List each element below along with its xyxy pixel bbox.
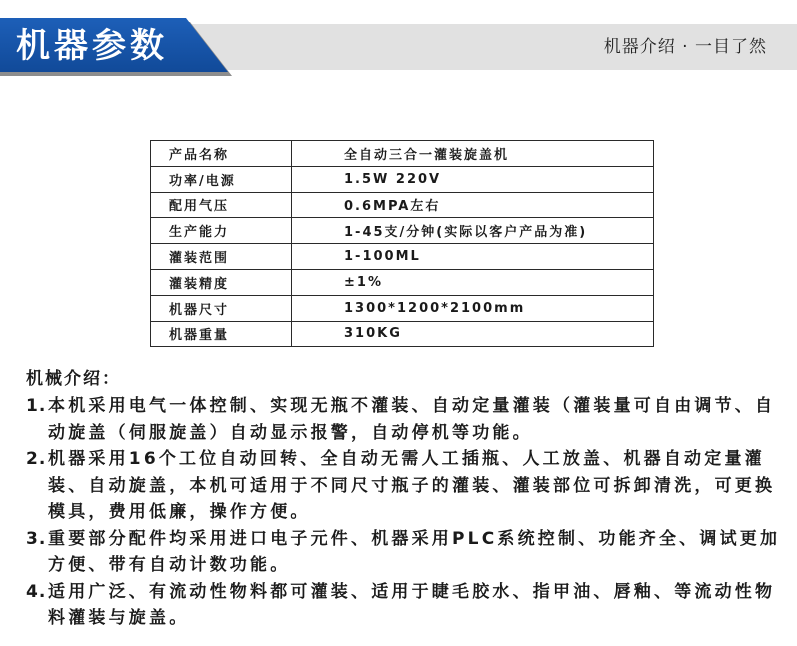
item-number: 4. [26,581,47,602]
item-text: 重要部分配件均采用进口电子元件、机器采用PLC系统控制、功能齐全、调试更加方便、带有自动计数功能。 [48,528,781,575]
machine-intro [26,365,786,632]
spec-value: ±1% [292,269,654,295]
list-item [26,526,786,579]
header-banner [0,18,797,76]
spec-table [150,140,654,347]
item-number: 1. [26,396,47,416]
list-item [26,579,786,632]
spec-value: 0.6MPA左右 [292,192,654,218]
page-tagline: 机器介绍 · 一目了然 [603,37,767,57]
item-text: 机器采用16个工位自动回转、全自动无需人工插瓶、人工放盖、机器自动定量灌装、自动旋盖，本机可适用于不同尺寸瓶子的灌装、灌装部位可拆卸清洗，可更换模具，费用低廉，操作方便。 [48,449,776,522]
spec-label: 生产能力 [151,218,292,244]
table-row [151,141,654,167]
spec-label: 产品名称 [151,141,292,167]
list-item [26,446,786,526]
spec-label: 机器重量 [151,321,292,347]
table-row [151,218,654,244]
table-row [151,295,654,321]
item-number: 2. [26,449,47,469]
table-row [151,192,654,218]
spec-value: 全自动三合一灌装旋盖机 [292,141,654,167]
page-title: 机器参数 [16,26,168,66]
intro-list [26,393,786,632]
list-item [26,393,786,446]
spec-label: 灌装范围 [151,244,292,270]
table-row [151,166,654,192]
table-row [151,321,654,347]
spec-label: 配用气压 [151,192,292,218]
spec-value: 310KG [292,321,654,347]
item-text: 适用广泛、有流动性物料都可灌装、适用于睫毛胶水、指甲油、唇釉、等流动性物料灌装与旋盖。 [48,581,776,628]
table-row [151,269,654,295]
item-number: 3. [26,528,47,549]
spec-value: 1.5W 220V [292,166,654,192]
table-row [151,244,654,270]
spec-value: 1300*1200*2100mm [292,295,654,321]
spec-label: 机器尺寸 [151,295,292,321]
spec-label: 灌装精度 [151,269,292,295]
item-text: 本机采用电气一体控制、实现无瓶不灌装、自动定量灌装（灌装量可自由调节、自动旋盖（伺服旋盖）自动显示报警，自动停机等功能。 [48,396,776,443]
intro-heading: 机械介绍： [26,369,121,389]
spec-value: 1-45支/分钟(实际以客户产品为准) [292,218,654,244]
spec-value: 1-100ML [292,244,654,270]
spec-label: 功率/电源 [151,166,292,192]
